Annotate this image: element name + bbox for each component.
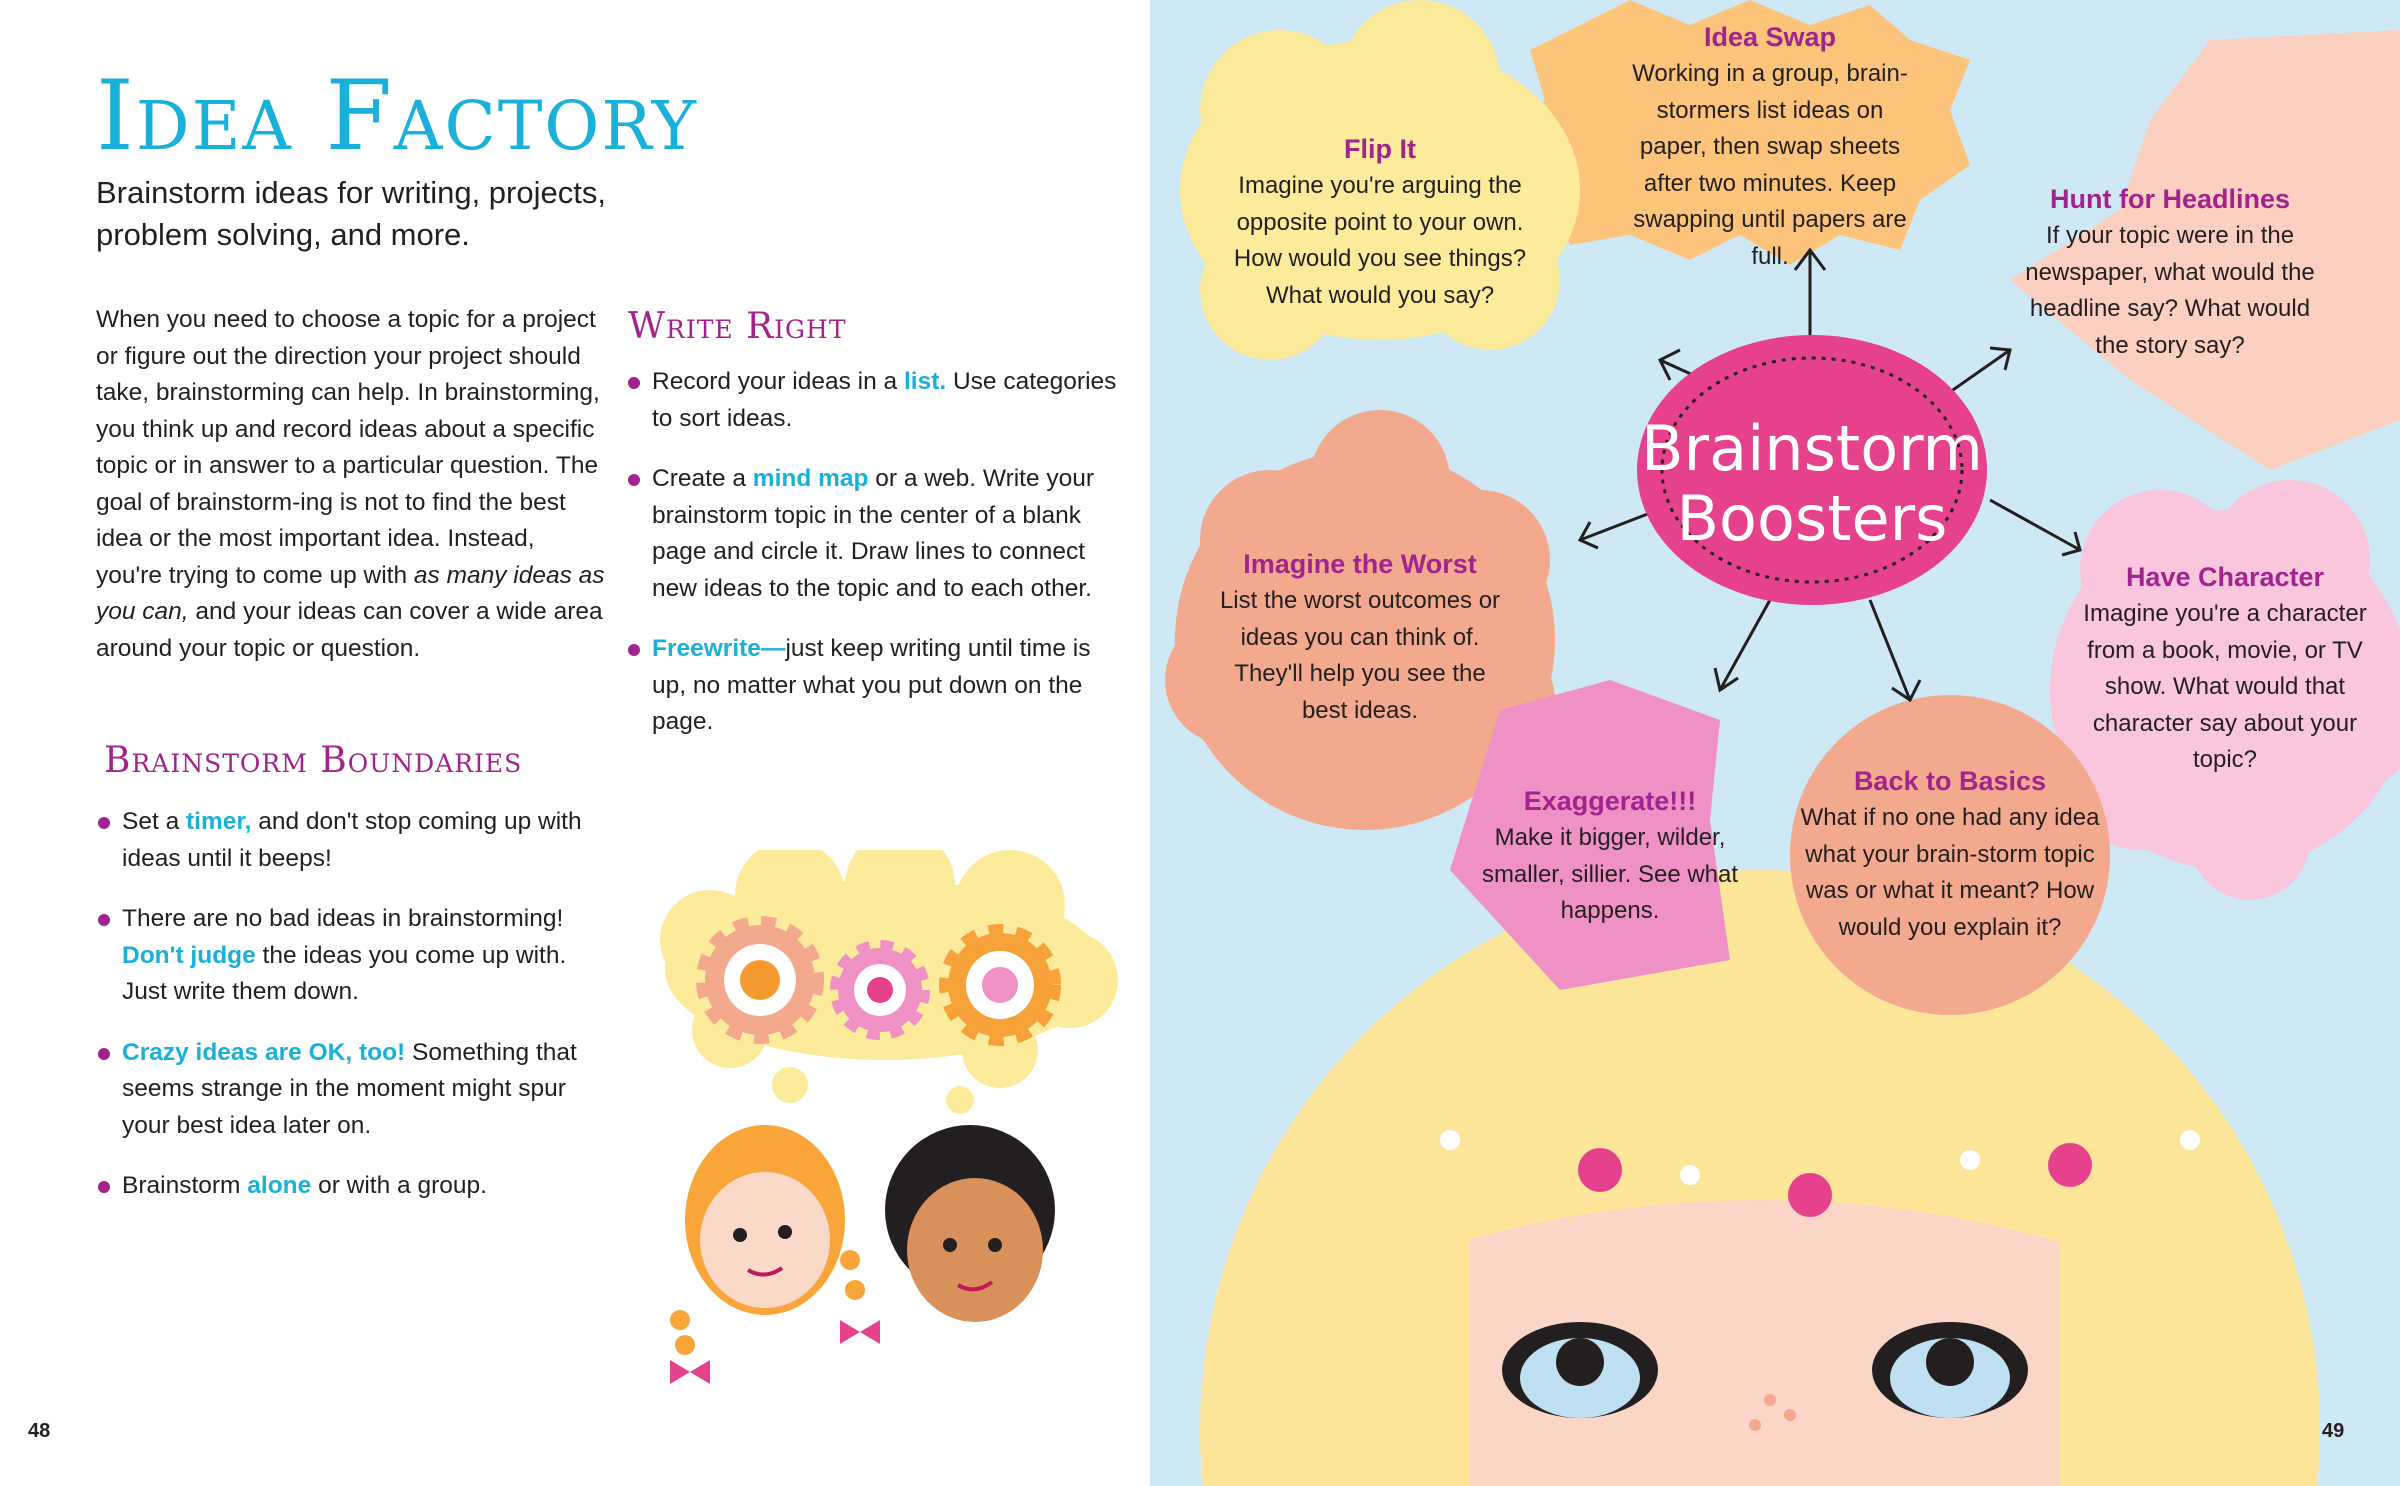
list-item: Record your ideas in a list. Use categories to sort ideas. [628,364,1118,437]
bubble-exaggerate [1480,782,1740,930]
bubble-text: List the worst outcomes or ideas you can think of. They'll help you see the best ideas. [1219,587,1501,724]
kids-illustration [640,850,1130,1390]
list-item: Crazy ideas are OK, too! Something that seems strange in the moment might spur your best idea later on. [98,1035,608,1145]
list-item: Set a timer, and don't stop coming up with ideas until it beeps! [98,804,608,877]
list-item: Brainstorm alone or with a group. [98,1168,608,1205]
left-page [0,0,1150,1486]
bubble-idea-swap [1620,18,1920,275]
intro-paragraph: When you need to choose a topic for a project or figure out the direction your project should take, brainstorming can help. In brainstorming, you think up and record ideas about a specific topic or in answer to a particular question. The goal of brainstorm-ing is not to find the best idea or the most important idea. Instead, you're trying to come up with as many ideas as you can, and your ideas can cover a wide area around your topic or question. [96,306,605,662]
bubble-text: Imagine you're a character from a book, movie, or TV show. What would that character say about your topic? [2083,600,2367,773]
gear-icon [948,933,1052,1037]
boundaries-heading: Brainstorm Boundaries [104,740,523,781]
bubble-text: What if no one had any idea what your brain-storm topic was or what it meant? How would you explain it? [1800,804,2100,941]
list-item: There are no bad ideas in brainstorming! Don't judge the ideas you come up with. Just write them down. [98,901,608,1011]
bubble-text: Imagine you're arguing the opposite point to your own. How would you see things? What would you say? [1233,172,1527,309]
center-title-line-1: Brainstorm [1641,412,1983,485]
page-number-left: 48 [28,1420,51,1442]
bubble-flip-it [1220,130,1540,314]
bubble-title: Hunt for Headlines [2049,184,2291,214]
center-title-line-2: Boosters [1676,482,1948,555]
page-subtitle: Brainstorm ideas for writing, projects, problem solving, and more. [96,175,606,252]
page-number-right: 49 [2322,1420,2345,1442]
bubble-title: Flip It [1344,134,1416,164]
gear-icon [838,948,922,1032]
bubble-title: Idea Swap [1703,22,1837,52]
write-right-list [628,364,1118,765]
girl-illustration [1200,870,2320,1486]
bubble-back-to-basics [1800,762,2100,946]
page-title: Idea Factory [96,60,698,172]
bubble-text: Working in a group, brain-stormers list ideas on paper, then swap sheets after two minutes. Keep swapping until papers are full. [1632,60,1908,270]
center-circle [1637,335,1987,605]
bubble-title: Exaggerate!!! [1523,786,1697,816]
bubble-title: Back to Basics [1853,766,2047,796]
kid-face-right [840,1125,1055,1344]
bubble-title: Have Character [2125,562,2325,592]
right-page [1150,0,2400,1486]
bubble-imagine-the-worst [1210,545,1510,729]
bubble-have-character [2080,558,2370,779]
write-right-heading: Write Right [628,306,847,347]
gear-icon [705,925,815,1035]
bubble-title: Imagine the Worst [1243,549,1477,579]
kid-face-left [670,1125,845,1384]
bubble-hunt-for-headlines [2010,180,2330,364]
bubble-text: If your topic were in the newspaper, what would the headline say? What would the story say? [2025,222,2315,359]
boundaries-list [98,804,608,1229]
list-item: Freewrite—just keep writing until time is up, no matter what you put down on the page. [628,631,1118,741]
list-item: Create a mind map or a web. Write your brainstorm topic in the center of a blank page and circle it. Draw lines to connect new ideas to the topic and to each other. [628,461,1118,607]
bubble-text: Make it bigger, wilder, smaller, sillier. See what happens. [1481,824,1739,924]
